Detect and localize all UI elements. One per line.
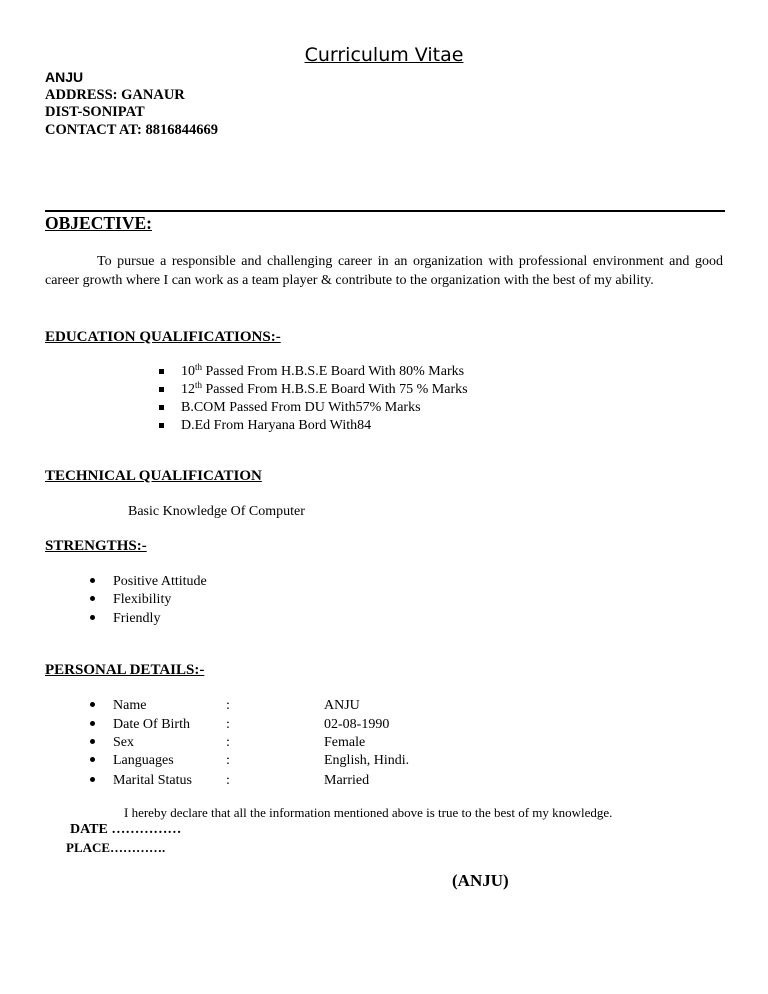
contact-line: CONTACT AT: 8816844669 — [45, 122, 218, 138]
personal-value: ANJU — [324, 698, 360, 713]
bullet-icon — [90, 596, 95, 601]
personal-label: Marital Status — [113, 773, 192, 788]
personal-value: Female — [324, 735, 366, 750]
square-bullet-icon — [159, 405, 164, 410]
bullet-icon — [90, 721, 95, 726]
personal-separator: : — [226, 717, 230, 732]
bullet-icon — [90, 615, 95, 620]
personal-separator: : — [226, 753, 230, 768]
personal-label: Name — [113, 698, 147, 713]
bullet-icon — [90, 777, 95, 782]
bullet-icon — [90, 739, 95, 744]
document-title: Curriculum Vitae — [304, 44, 464, 66]
personal-value: Married — [324, 773, 370, 788]
education-heading: EDUCATION QUALIFICATIONS:- — [45, 329, 281, 345]
strength-item: Flexibility — [90, 591, 171, 609]
place-line: PLACE…………. — [66, 840, 166, 855]
square-bullet-icon — [159, 369, 164, 374]
square-bullet-icon — [159, 423, 164, 428]
applicant-name: ANJU — [45, 69, 84, 85]
bullet-icon — [90, 702, 95, 707]
bullet-icon — [90, 757, 95, 762]
technical-text: Basic Knowledge Of Computer — [128, 504, 305, 519]
district-line: DIST-SONIPAT — [45, 104, 145, 120]
date-line: DATE …………… — [70, 822, 182, 837]
personal-label: Languages — [113, 753, 174, 768]
education-item: 10th Passed From H.B.S.E Board With 80% Marks — [159, 363, 464, 381]
bullet-icon — [90, 578, 95, 583]
strength-item: Positive Attitude — [90, 573, 207, 591]
personal-label: Date Of Birth — [113, 717, 190, 732]
education-item: B.COM Passed From DU With57% Marks — [159, 399, 421, 417]
personal-label: Sex — [113, 735, 134, 750]
address-line: ADDRESS: GANAUR — [45, 87, 185, 103]
strengths-heading: STRENGTHS:- — [45, 538, 147, 554]
personal-value: English, Hindi. — [324, 753, 410, 768]
education-item: 12th Passed From H.B.S.E Board With 75 % Marks — [159, 381, 468, 399]
signature-name: (ANJU) — [452, 871, 509, 890]
objective-heading: OBJECTIVE: — [45, 213, 152, 233]
personal-separator: : — [226, 735, 230, 750]
personal-heading: PERSONAL DETAILS:- — [45, 662, 205, 678]
square-bullet-icon — [159, 387, 164, 392]
technical-heading: TECHNICAL QUALIFICATION — [45, 468, 262, 484]
personal-separator: : — [226, 773, 230, 788]
objective-text: To pursue a responsible and challenging career in an organization with professional environment and good career growth where I can work as a team player & contribute to the organization with the best of my ability. — [45, 254, 723, 288]
personal-value: 02-08-1990 — [324, 717, 390, 732]
declaration-text: I hereby declare that all the information mentioned above is true to the best of my knowledge. — [124, 805, 613, 820]
personal-separator: : — [226, 698, 230, 713]
strength-item: Friendly — [90, 610, 160, 628]
education-item: D.Ed From Haryana Bord With84 — [159, 417, 371, 435]
section-divider — [45, 210, 725, 212]
